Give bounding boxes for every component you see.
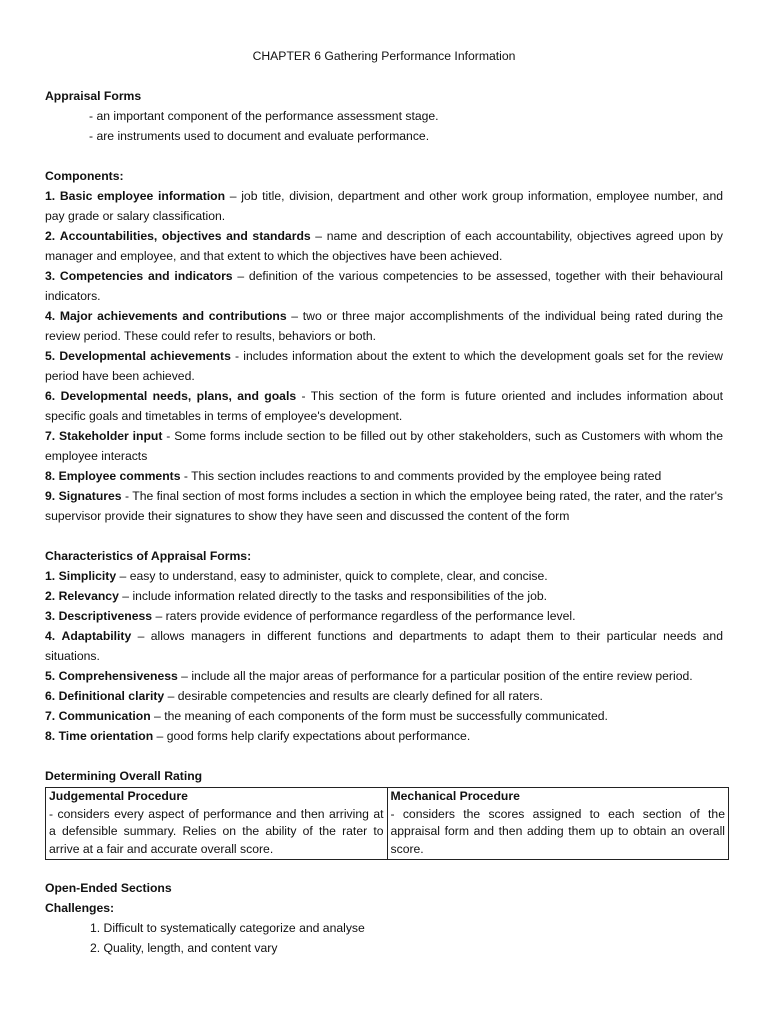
component-item-description: job title, division, department and other work group information, employee number, and pay grade or salary classification.: [45, 189, 724, 223]
component-item: [45, 486, 723, 526]
component-item-separator: -: [230, 349, 244, 363]
component-item-term: 7.: [45, 429, 56, 443]
component-item-description: Some forms include section to be filled out by other stakeholders, such as Customers with whom the employee interacts: [45, 429, 723, 463]
characteristic-item-separator: –: [164, 689, 178, 703]
characteristic-item-term: 6.: [45, 689, 56, 703]
characteristic-item-description: include all the major areas of performance for a particular position of the entire review period.: [191, 669, 693, 683]
characteristic-item: [45, 606, 723, 626]
characteristics-heading: Characteristics of Appraisal Forms:: [45, 549, 252, 563]
characteristic-item-term: Descriptiveness: [58, 609, 153, 623]
component-item-separator: –: [310, 229, 327, 243]
component-item-description: includes information about the extent to which the development goals set for the review period have been achieved.: [45, 349, 723, 383]
overall-rating-heading: Determining Overall Rating: [45, 769, 203, 783]
appraisal-forms-heading: Appraisal Forms: [45, 89, 142, 103]
mechanical-procedure-text: - considers the scores assigned to each section of the appraisal form and then adding them up to obtain an overall score.: [390, 806, 725, 856]
characteristic-item-separator: –: [177, 669, 192, 683]
judgemental-procedure-text: - considers every aspect of performance and then arriving at a defensible summary. Relies on the ability of the rater to arrive at a fair and accurate overall score.: [49, 806, 384, 856]
characteristic-item-term: Time orientation: [58, 729, 154, 743]
characteristic-item: [45, 686, 723, 706]
characteristic-item: [45, 586, 723, 606]
judgemental-procedure-title: Judgemental Procedure: [49, 789, 188, 803]
component-item-separator: –: [225, 189, 242, 203]
components-heading: Components:: [45, 169, 124, 183]
component-item: [45, 226, 723, 266]
component-item-description: This section includes reactions to and comments provided by the employee being rated: [191, 469, 662, 483]
component-item: [45, 346, 723, 386]
document-page: [45, 46, 723, 958]
component-item-separator: -: [180, 469, 192, 483]
judgemental-procedure-cell: [46, 788, 388, 860]
challenge-item: 1. Difficult to systematically categorize and analyse: [90, 921, 365, 935]
component-item-description: This section of the form is future oriented and includes information about specific goals and timetables in terms of employee's development.: [45, 389, 723, 423]
component-item-description: definition of the various competencies to be assessed, together with their behavioural indicators.: [45, 269, 723, 303]
component-item-term: Signatures: [58, 489, 122, 503]
component-item-term: 5.: [45, 349, 56, 363]
characteristic-item: [45, 726, 723, 746]
challenge-item: 2. Quality, length, and content vary: [90, 941, 278, 955]
characteristic-item-description: desirable competencies and results are clearly defined for all raters.: [177, 689, 543, 703]
characteristic-item-separator: –: [116, 569, 130, 583]
characteristic-item-term: 4.: [45, 629, 56, 643]
characteristic-item-term: 8.: [45, 729, 56, 743]
characteristic-item-term: Simplicity: [58, 569, 117, 583]
component-item-separator: -: [121, 489, 133, 503]
component-item-term: Employee comments: [58, 469, 181, 483]
characteristic-item: [45, 566, 723, 586]
page-title: CHAPTER 6 Gathering Performance Information: [252, 49, 516, 63]
characteristic-item-description: easy to understand, easy to administer, quick to complete, clear, and concise.: [129, 569, 548, 583]
component-item-term: 8.: [45, 469, 56, 483]
component-item-term: 9.: [45, 489, 56, 503]
characteristic-item-term: 7.: [45, 709, 56, 723]
characteristic-item-term: 3.: [45, 609, 56, 623]
appraisal-forms-bullet: - an important component of the performance assessment stage.: [89, 109, 439, 123]
component-item: [45, 426, 723, 466]
characteristic-item: [45, 666, 723, 686]
component-item-term: 4.: [45, 309, 56, 323]
characteristic-item-separator: –: [131, 629, 151, 643]
characteristic-item-description: the meaning of each components of the form must be successfully communicated.: [164, 709, 608, 723]
component-item-separator: -: [296, 389, 311, 403]
component-item: [45, 386, 723, 426]
component-item: [45, 266, 723, 306]
characteristic-item-term: 5.: [45, 669, 56, 683]
mechanical-procedure-cell: [387, 788, 729, 860]
component-item-term: Competencies and indicators: [59, 269, 233, 283]
characteristics-list: [45, 566, 723, 746]
component-item-description: name and description of each accountability, objectives agreed upon by manager and employee, and that extent to which the objectives have been achieved.: [45, 229, 724, 263]
component-item: [45, 186, 723, 226]
mechanical-procedure-title: Mechanical Procedure: [390, 789, 520, 803]
component-item-term: Major achievements and contributions: [59, 309, 287, 323]
characteristic-item-separator: –: [153, 729, 167, 743]
characteristic-item-separator: –: [152, 609, 166, 623]
characteristic-item-term: 1.: [45, 569, 56, 583]
component-item-term: 6.: [45, 389, 56, 403]
component-item-term: Stakeholder input: [59, 429, 163, 443]
open-ended-heading: Open-Ended Sections: [45, 881, 172, 895]
component-item-term: 3.: [45, 269, 56, 283]
characteristic-item-term: Definitional clarity: [58, 689, 165, 703]
component-item-separator: –: [286, 309, 303, 323]
rating-procedures-table: [45, 787, 729, 860]
appraisal-forms-bullet: - are instruments used to document and evaluate performance.: [89, 129, 430, 143]
component-item-term: Developmental needs, plans, and goals: [60, 389, 297, 403]
characteristic-item-description: good forms help clarify expectations about performance.: [166, 729, 471, 743]
characteristic-item-term: Adaptability: [61, 629, 132, 643]
characteristic-item-description: include information related directly to the tasks and responsibilities of the job.: [132, 589, 548, 603]
component-item-separator: –: [232, 269, 249, 283]
characteristic-item-description: allows managers in different functions and departments to adapt them to their particular needs and situations.: [45, 629, 723, 663]
characteristic-item-term: Comprehensiveness: [58, 669, 178, 683]
component-item-description: two or three major accomplishments of the individual being rated during the review period. These could refer to results, behaviors or both.: [45, 309, 723, 343]
characteristic-item-term: Communication: [58, 709, 151, 723]
component-item-separator: -: [162, 429, 175, 443]
characteristic-item: [45, 626, 723, 666]
characteristic-item-separator: –: [150, 709, 165, 723]
component-item-description: The final section of most forms includes a section in which the employee being rated, the rater, and the rater's supervisor provide their signatures to show they have seen and discussed the content of the form: [45, 489, 723, 523]
characteristic-item-separator: –: [118, 589, 133, 603]
components-list: [45, 186, 723, 526]
characteristic-item-term: 2.: [45, 589, 56, 603]
challenges-heading: Challenges:: [45, 901, 115, 915]
component-item-term: Basic employee information: [59, 189, 226, 203]
component-item: [45, 466, 723, 486]
characteristic-item-term: Relevancy: [58, 589, 119, 603]
component-item-term: 1.: [45, 189, 56, 203]
component-item: [45, 306, 723, 346]
component-item-term: Accountabilities, objectives and standards: [59, 229, 311, 243]
characteristic-item-description: raters provide evidence of performance regardless of the performance level.: [165, 609, 576, 623]
characteristic-item: [45, 706, 723, 726]
component-item-term: 2.: [45, 229, 56, 243]
component-item-term: Developmental achievements: [59, 349, 231, 363]
